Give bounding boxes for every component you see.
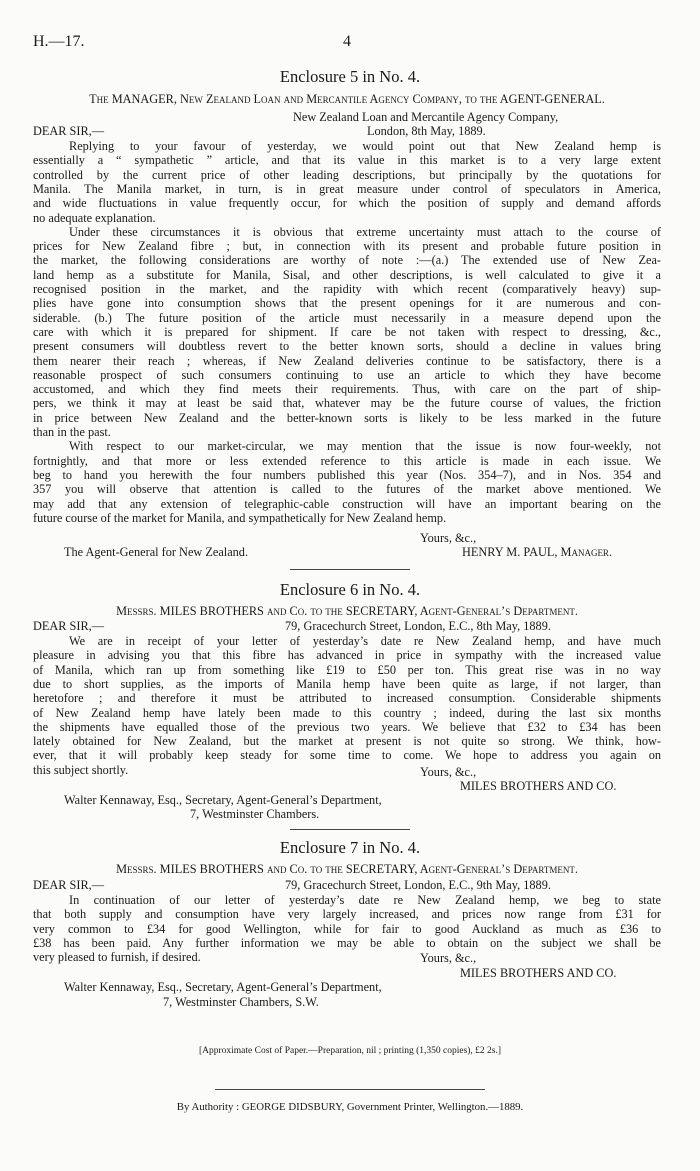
enclosure-6-addressee-line-1: Walter Kennaway, Esq., Secretary, Agent-General’s Department, xyxy=(64,793,382,807)
cost-footnote: [Approximate Cost of Paper.—Preparation, nil ; printing (1,350 copies), £2 2s.] xyxy=(198,1046,502,1056)
body-line: in price between New Zealand and the better-known sorts is likely to be less marked in the future xyxy=(33,410,661,425)
body-line: may add that any extension of telegraphic-cable construction will have an important bearing on the xyxy=(33,496,661,511)
enclosure-5-date: London, 8th May, 1889. xyxy=(367,124,486,138)
body-line: Under these circumstances it is obvious that extreme uncertainty must attach to the course of xyxy=(69,224,661,239)
enclosure-6-addressee-line-2: 7, Westminster Chambers. xyxy=(190,807,320,821)
body-line: pleasure in advising you that this fibre has advanced in price in sympathy with the increased value xyxy=(33,648,661,663)
enclosure-6-heading: Enclosure 6 in No. 4. xyxy=(279,580,421,599)
body-line: fortnightly, and that more or less extended reference to this article is made in each issue. We xyxy=(33,453,661,468)
body-line: 357 you will observe that attention is called to the futures of the market above mentioned. We xyxy=(33,482,661,497)
body-line: very pleased to furnish, if desired. xyxy=(33,950,201,965)
section-divider xyxy=(290,829,410,830)
body-line: controlled by the current price of other leading descriptions, but principally by the quotations for xyxy=(33,167,661,182)
body-line: lately obtained for New Zealand, but the market at present is not quite so strong. We think, how- xyxy=(33,734,661,749)
enclosure-7-signature: MILES BROTHERS AND CO. xyxy=(460,966,617,980)
enclosure-6-salutation: DEAR SIR,— xyxy=(33,619,105,633)
body-line: Manila. The Manila market, in turn, is in great measure under control of speculators in America, xyxy=(33,181,661,196)
enclosure-7-date: 79, Gracechurch Street, London, E.C., 9th May, 1889. xyxy=(285,878,551,892)
enclosure-7-addressee-line-1: Walter Kennaway, Esq., Secretary, Agent-General’s Department, xyxy=(64,980,382,994)
enclosure-6-signature: MILES BROTHERS AND CO. xyxy=(460,779,617,793)
body-line: ever, that it will probably keep steady for some time to come. We hope to address you again on xyxy=(33,748,661,763)
body-line: of Manila, which ran up from something like £19 to £50 per ton. This great rise was in no way xyxy=(33,662,661,677)
enclosure-5-from-to: The MANAGER, New Zealand Loan and Mercantile Agency Company, to the AGENT-GENERAL. xyxy=(89,92,605,106)
body-line: Replying to your favour of yesterday, we would point out that New Zealand hemp is xyxy=(69,139,661,153)
body-line: heretofore ; and therefore it must be attributed to increased consumption. Considerable shipments xyxy=(33,691,661,706)
body-line: than in the past. xyxy=(33,425,111,439)
enclosure-5-closing: Yours, &c., xyxy=(420,531,477,545)
enclosure-5-heading: Enclosure 5 in No. 4. xyxy=(279,67,421,86)
enclosure-7-from-to: Messrs. MILES BROTHERS and Co. to the SECRETARY, Agent-General’s Department. xyxy=(116,862,578,876)
body-line: reasonable prospect of such consumers continuing to use an article to which they have become xyxy=(33,367,661,382)
body-line: land hemp as a substitute for Manila, Sisal, and other descriptions, is well calculated to give it a xyxy=(33,267,661,282)
body-line: essentially a “ sympathetic ” article, and that its value in this market is to a very large extent xyxy=(33,153,661,168)
enclosure-7-salutation: DEAR SIR,— xyxy=(33,878,105,892)
body-line: plies have gone into consumption shows that the present openings for it are numerous and con- xyxy=(33,296,661,311)
body-line: beg to hand you herewith the four numbers published this year (Nos. 354–7), and in Nos. 354 and xyxy=(33,467,661,482)
body-line: pers, we think it may at least be said that, whatever may be the future course of values, the friction xyxy=(33,396,661,411)
body-line: them nearer their reach ; whereas, if New Zealand deliveries continue to be satisfactory, there is a xyxy=(33,353,661,368)
body-line: accustomed, and which they find meets their requirements. Thus, with care on the part of ship- xyxy=(33,382,661,397)
body-line: prices for New Zealand fibre ; but, in connection with its present and probable future position in xyxy=(33,239,661,254)
body-line: care with which it is prepared for shipment. If care be not taken with respect to dressing, &c., xyxy=(33,324,661,339)
body-line: With respect to our market-circular, we may mention that the issue is now four-weekly, not xyxy=(69,439,661,454)
enclosure-5-sender: New Zealand Loan and Mercantile Agency Company, xyxy=(293,110,559,124)
body-line: present consumers will doubtless revert to the better known sorts, should a decline in values bring xyxy=(33,339,661,354)
enclosure-6-date: 79, Gracechurch Street, London, E.C., 8th May, 1889. xyxy=(285,619,551,633)
document-reference: H.—17. xyxy=(33,33,85,50)
body-line: very common to £34 for good Wellington, while for fair to good Auckland as much as £36 to xyxy=(33,921,661,936)
page-number: 4 xyxy=(343,33,351,50)
body-line: that both supply and consumption have very largely increased, and prices now range from £31 for xyxy=(33,907,661,922)
body-line: this subject shortly. xyxy=(33,762,129,777)
body-line: and wide fluctuations in value frequently occur, for which the position of supply and demand affords xyxy=(33,196,661,211)
enclosure-7-heading: Enclosure 7 in No. 4. xyxy=(279,838,421,857)
footer-divider xyxy=(215,1089,485,1090)
section-divider xyxy=(290,569,410,570)
enclosure-5-signature: HENRY M. PAUL, Manager. xyxy=(462,545,613,559)
body-line: the shipments have equalled those of the previous two years. We believe that £32 to £34 has been xyxy=(33,719,661,734)
body-line: £38 has been paid. Any further information we may be able to obtain on the subject we shall be xyxy=(33,935,661,950)
enclosure-6-from-to: Messrs. MILES BROTHERS and Co. to the SECRETARY, Agent-General’s Department. xyxy=(116,604,578,618)
body-line: siderable. (b.) The future position of the article must necessarily in a measure depend upon the xyxy=(33,310,661,325)
enclosure-7-addressee-line-2: 7, Westminster Chambers, S.W. xyxy=(163,995,319,1009)
body-line: recognised position in the market, and the rapidity with which recent (comparatively heavy) sup- xyxy=(33,282,661,296)
body-line: due to short supplies, as the imports of Manila hemp have been quite as large, if not larger, than xyxy=(33,676,661,691)
body-line: no adequate explanation. xyxy=(33,210,156,225)
enclosure-6-closing: Yours, &c., xyxy=(420,765,477,779)
body-line: the market, the following considerations are worthy of note :—(a.) The extended use of New Zea- xyxy=(33,253,661,268)
body-line: We are in receipt of your letter of yesterday’s date re New Zealand hemp, and have much xyxy=(69,634,661,648)
body-line: of New Zealand hemp have lately been made to this country ; indeed, during the last six months xyxy=(33,705,661,720)
enclosure-5-salutation: DEAR SIR,— xyxy=(33,124,105,138)
enclosure-7-closing: Yours, &c., xyxy=(420,951,477,965)
authority-line: By Authority : GEORGE DIDSBURY, Government Printer, Wellington.—1889. xyxy=(176,1101,524,1113)
enclosure-5-addressee: The Agent-General for New Zealand. xyxy=(64,545,249,559)
body-line: future course of the market for Manila, and sympathetically for New Zealand hemp. xyxy=(33,510,447,525)
body-line: In continuation of our letter of yesterday’s date re New Zealand hemp, we beg to state xyxy=(69,893,661,907)
